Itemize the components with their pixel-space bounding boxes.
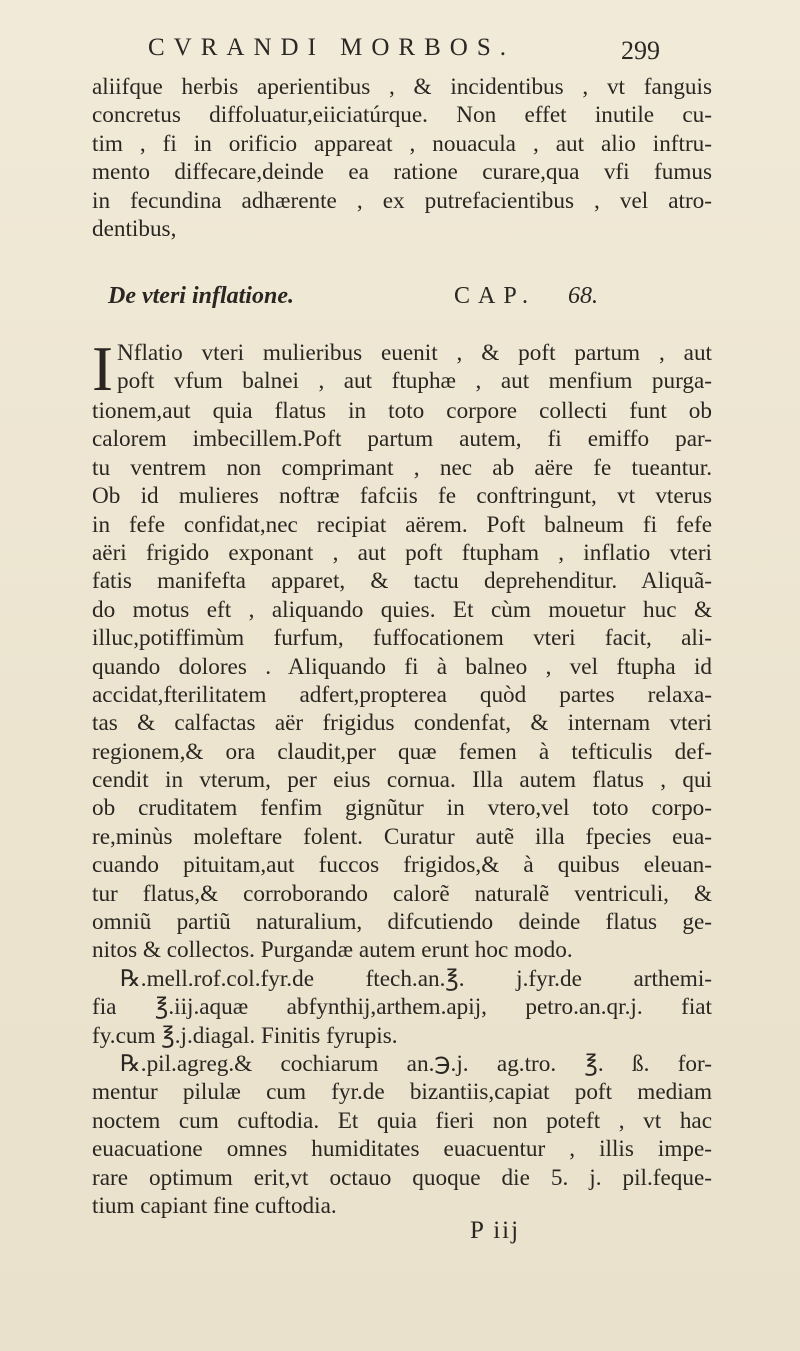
recipe-line: fia ℥.iij.aquæ abfynthij,arthem.apij, petro.an.qr.j. fiat: [92, 994, 712, 1021]
text-line: cuando pituitam,aut fuccos frigidos,& à quibus eleuan-: [92, 852, 712, 879]
text-line: mento diffecare,deinde ea ratione curare,qua vfi fumus: [92, 159, 712, 186]
text-line: omniũ partiũ naturalium, difcutiendo deinde flatus ge-: [92, 909, 712, 936]
text-line: aliifque herbis aperientibus , & incidentibus , vt fanguis: [92, 74, 712, 100]
text-line: Nflatio vteri mulieribus euenit , & poft partum , aut: [116, 340, 712, 366]
text-line: concretus diffoluatur,eiiciatúrque. Non effet inutile cu-: [92, 102, 712, 129]
text-line: regionem,& ora claudit,per quæ femen à tefticulis def-: [92, 738, 712, 765]
text-line: illuc,potiffimùm furfum, fuffocationem vteri facit, ali-: [92, 625, 712, 652]
chapter-title: De vteri inflatione.: [108, 283, 294, 309]
text-line: cendit in vterum, per eius cornua. Illa autem flatus , qui: [92, 767, 712, 794]
page-header: [140, 30, 660, 70]
opening-paragraph: [92, 339, 712, 397]
text-line: ob cruditatem fenfim gignũtur in vtero,vel toto corpo-: [92, 795, 712, 822]
text-line: tim , fi in orificio appareat , nouacula , aut alio inftru-: [92, 130, 712, 157]
chapter-number: 68.: [568, 283, 598, 309]
drop-cap: I: [92, 339, 113, 397]
chapter-label: CAP.: [454, 283, 537, 309]
continued-text: [92, 73, 712, 243]
text-line: fatis manifefta apparet, & tactu deprehenditur. Aliquã-: [92, 568, 712, 595]
recipe-line: fy.cum ℥.j.diagal. Finitis fyrupis.: [92, 1022, 398, 1049]
recipe-line: ℞.mell.rof.col.fyr.de ftech.an.℥. j.fyr.de arthemi-: [120, 965, 712, 992]
text-line: in fefe confidat,nec recipiat aërem. Poft balneum fi fefe: [92, 511, 712, 538]
chapter-body: [92, 339, 712, 1220]
recipe-line: euacuatione omnes humiditates euacuentur , illis impe-: [92, 1136, 712, 1163]
text-line: calorem imbecillem.Poft partum autem, fi emiffo par-: [92, 426, 712, 453]
text-line: aëri frigido exponant , aut poft ftupham , inflatio vteri: [92, 539, 712, 566]
recipe-line: tium capiant fine cuftodia.: [92, 1192, 337, 1219]
page-number: 299: [621, 36, 660, 65]
text-line: tas & calfactas aër frigidus condenfat, & internam vteri: [92, 710, 712, 737]
text-line: tur flatus,& corroborando calorẽ naturalẽ ventriculi, &: [92, 880, 712, 907]
recipe-line: noctem cum cuftodia. Et quia fieri non poteft , vt hac: [92, 1107, 712, 1134]
recipe-line: ℞.pil.agreg.& cochiarum an.℈.j. ag.tro. ℥. ß. for-: [120, 1050, 712, 1077]
text-line: quando dolores . Aliquando fi à balneo , vel ftupha id: [92, 653, 712, 680]
chapter-heading: [108, 283, 670, 317]
text-line: tionem,aut quia flatus in toto corpore collecti funt ob: [92, 398, 712, 424]
text-line: Ob id mulieres noftræ fafciis fe conftringunt, vt vterus: [92, 483, 712, 510]
recipe-line: mentur pilulæ cum fyr.de bizantiis,capiat poft mediam: [92, 1079, 712, 1106]
text-line: re,minùs moleftare folent. Curatur autẽ illa fpecies eua-: [92, 823, 712, 850]
text-line: do motus eft , aliquando quies. Et cùm mouetur huc &: [92, 596, 712, 623]
text-line: in fecundina adhærente , ex putrefacientibus , vel atro-: [92, 187, 712, 214]
running-head: CVRANDI MORBOS.: [148, 34, 515, 61]
text-line: nitos & collectos. Purgandæ autem erunt hoc modo.: [92, 937, 573, 964]
text-line: accidat,fterilitatem adfert,propterea quòd partes relaxa-: [92, 681, 712, 708]
signature-mark: P iij: [470, 1217, 521, 1244]
text-line: poft vfum balnei , aut ftuphæ , aut menfium purga-: [116, 368, 712, 395]
text-line: tu ventrem non comprimant , nec ab aëre fe tueantur.: [92, 454, 712, 481]
text-line: dentibus,: [92, 215, 177, 242]
recipe-line: rare optimum erit,vt octauo quoque die 5. j. pil.feque-: [92, 1164, 712, 1191]
